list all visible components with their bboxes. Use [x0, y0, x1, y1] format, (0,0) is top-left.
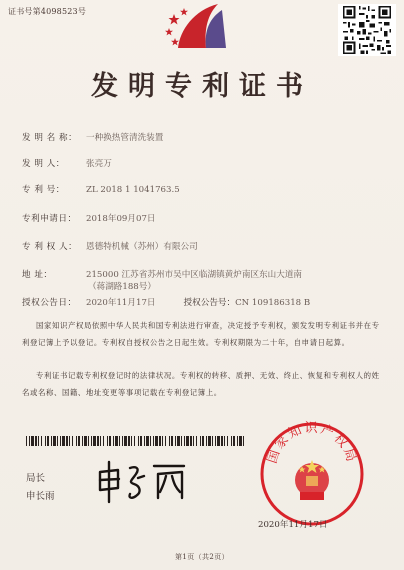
patent-number-value: ZL 2018 1 1041763.5 — [86, 185, 180, 195]
director-title-label: 局长 — [26, 473, 46, 484]
filing-date-value: 2018年09月07日 — [86, 214, 156, 224]
seal-date: 2020年11月17日 — [258, 520, 328, 530]
field-filing-date — [22, 212, 156, 224]
patent-number-label: 专 利 号： — [22, 185, 65, 195]
patentee-value: 恩德特机械（苏州）有限公司 — [86, 242, 198, 252]
address-line-1: 215000 江苏省苏州市吴中区临湖镇黄炉南区东山大道南 — [86, 270, 303, 280]
invention-name-value: 一种换热管清洗装置 — [86, 133, 164, 143]
director-name-label: 申长雨 — [26, 491, 55, 502]
filing-date-label: 专利申请日： — [22, 214, 77, 224]
address-label: 地 址： — [22, 270, 53, 280]
patentee-label: 专 利 权 人： — [22, 242, 78, 252]
field-grant-info — [22, 296, 310, 308]
cnipa-logo-icon — [160, 0, 240, 52]
certificate-title: 发明专利证书 — [91, 71, 313, 102]
grant-statement-paragraph: 国家知识产权局依照中华人民共和国专利法进行审查，决定授予专利权，颁发发明专利证书并在专利登记簿上予以登记。专利权自授权公告之日起生效。专利权期限为二十年，自申请日起算。 — [22, 321, 380, 347]
seal-text: 国家知识产权局 — [264, 421, 360, 466]
grant-number-value: CN 109186318 B — [235, 298, 311, 308]
address-line-2: （蒋湖路188号） — [88, 282, 156, 292]
grant-number-label: 授权公告号： — [183, 298, 236, 308]
handwritten-signature — [92, 458, 192, 504]
legal-status-paragraph: 专利证书记载专利权登记时的法律状况。专利权的转移、质押、无效、终止、恢复和专利权人的姓名或名称、国籍、地址变更等事项记载在专利登记簿上。 — [22, 371, 380, 397]
grant-date-label: 授权公告日： — [22, 298, 77, 308]
field-invention-name — [22, 131, 163, 143]
qr-code — [338, 4, 396, 56]
grant-date-value: 2020年11月17日 — [86, 298, 156, 308]
official-seal — [258, 420, 366, 528]
field-inventor — [22, 157, 112, 169]
field-address — [22, 268, 303, 292]
inventor-label: 发 明 人： — [22, 159, 65, 169]
field-patentee — [22, 240, 198, 252]
page-footer: 第1页（共2页） — [174, 553, 230, 561]
inventor-value: 张亮万 — [86, 159, 112, 169]
invention-name-label: 发 明 名 称： — [22, 133, 78, 143]
certificate-number: 证书号第4098523号 — [8, 7, 87, 16]
field-patent-number — [22, 183, 180, 195]
barcode — [26, 436, 244, 446]
